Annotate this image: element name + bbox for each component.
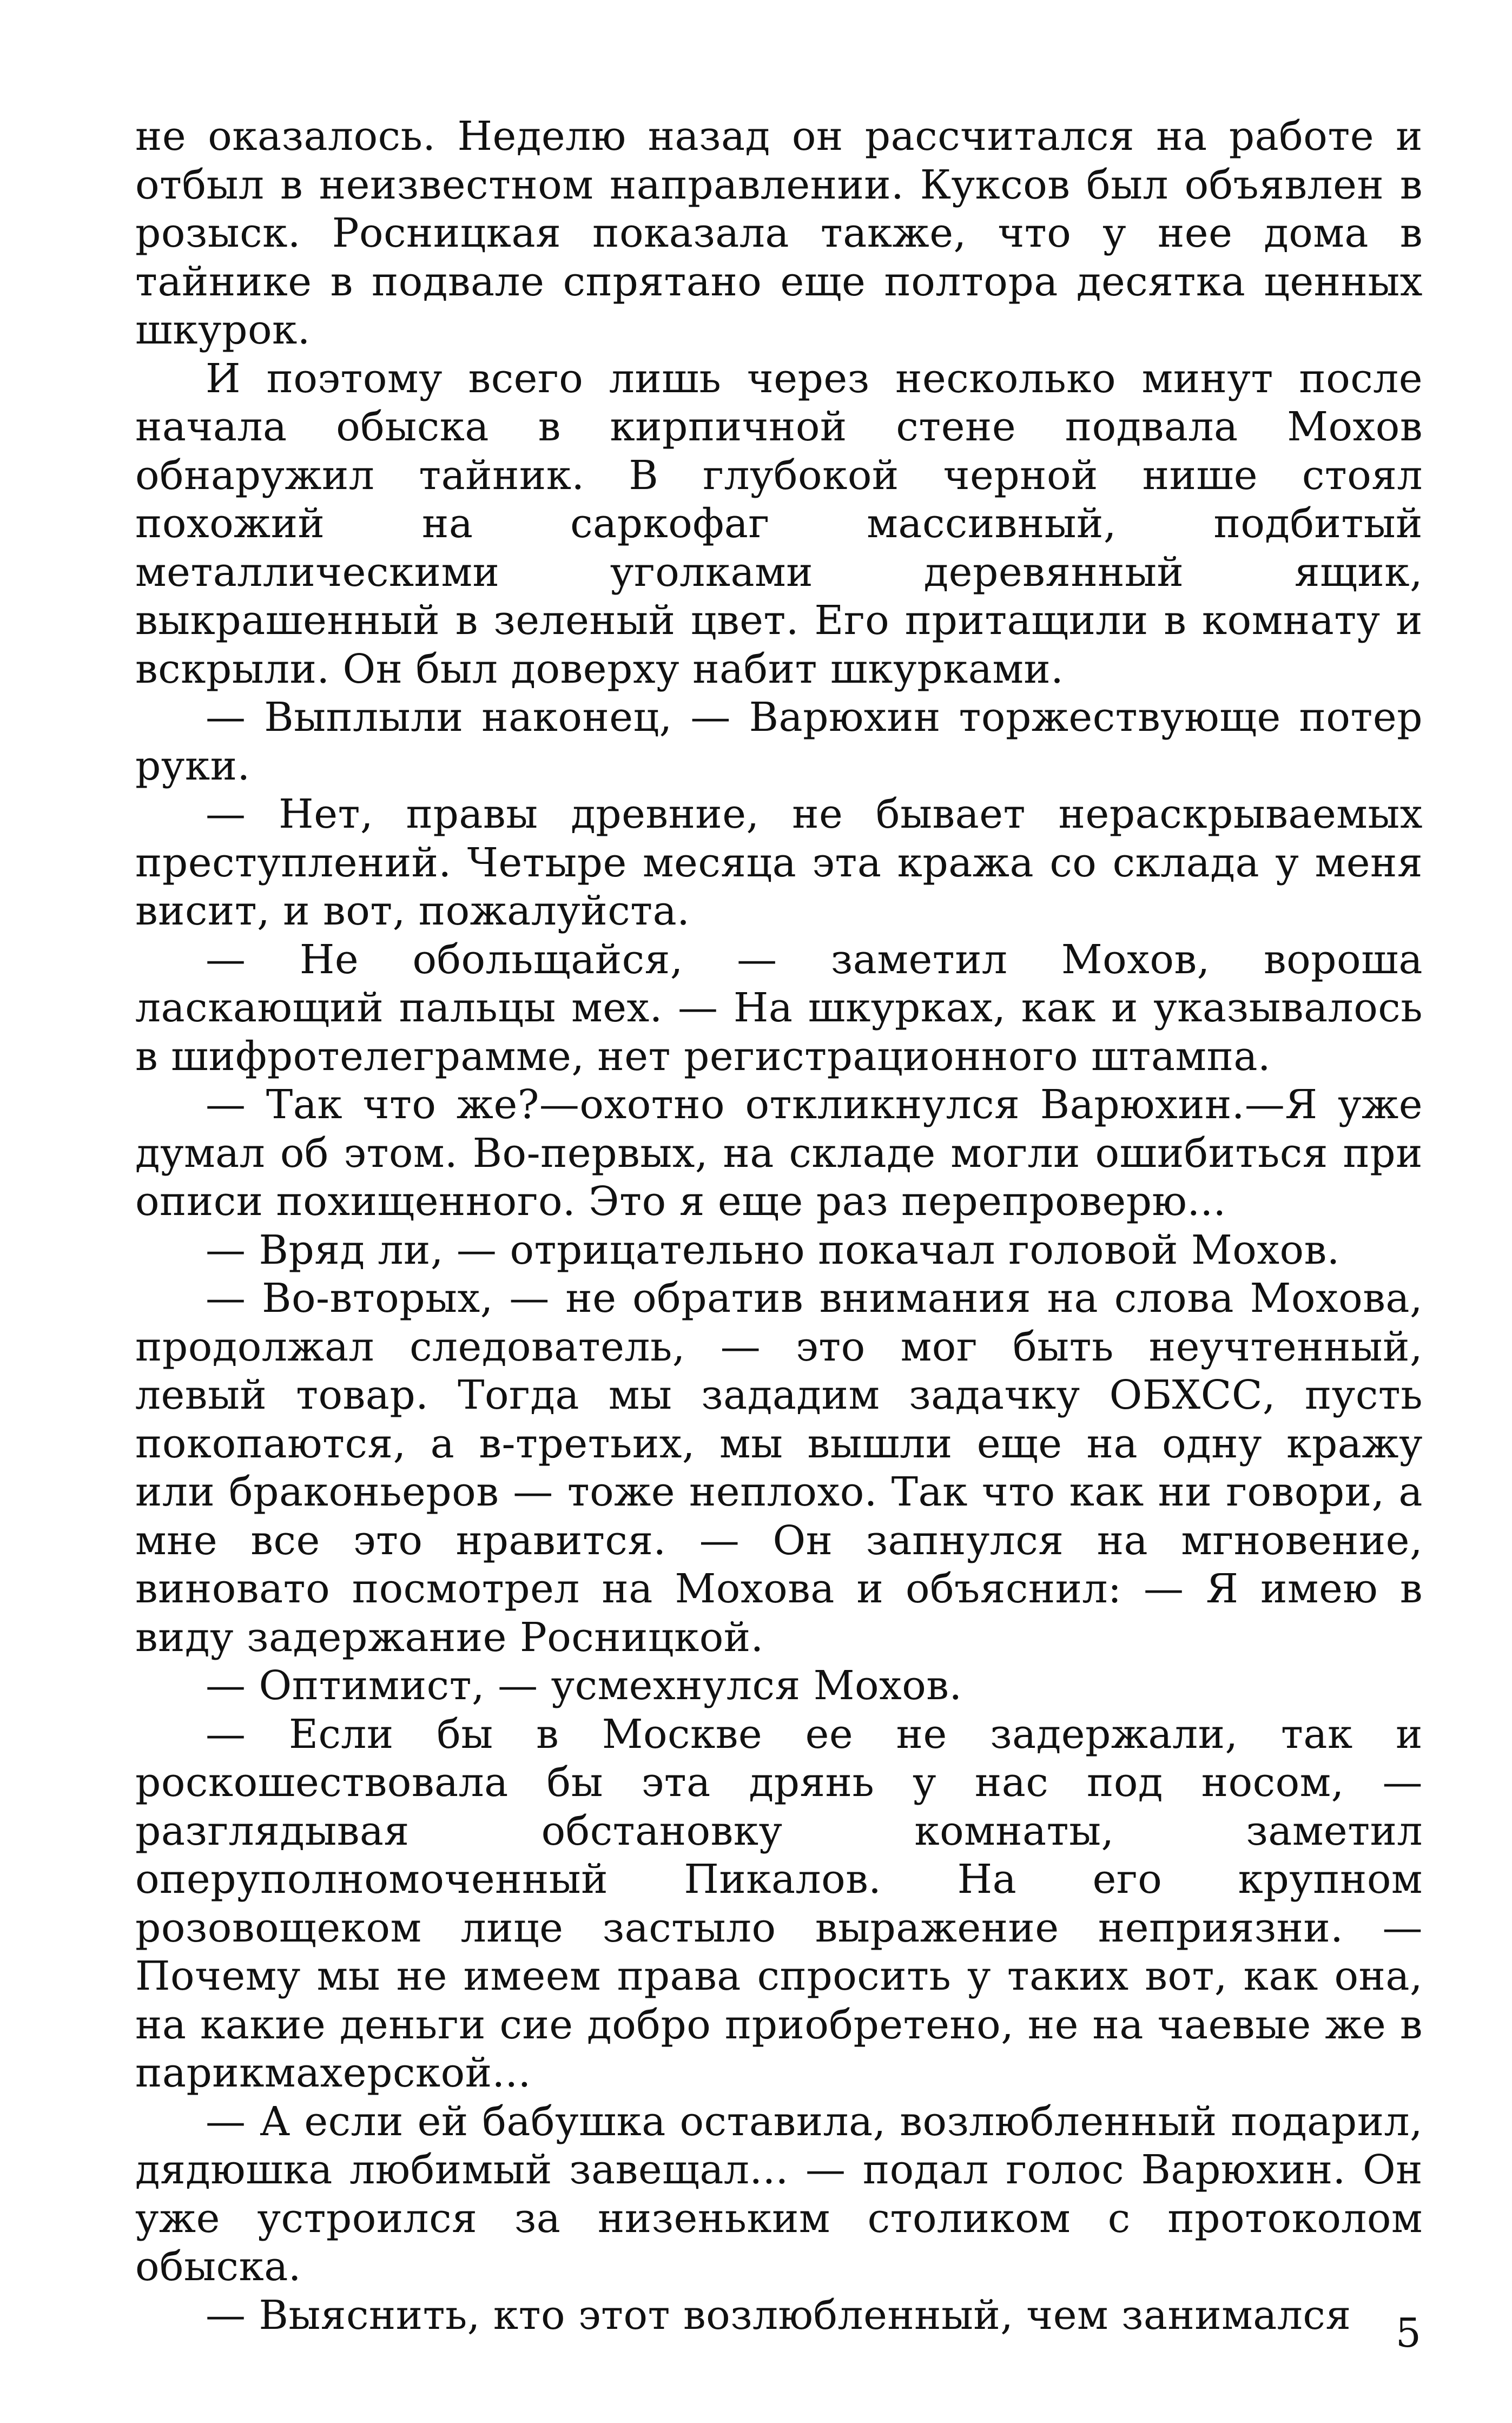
paragraph-dialogue: — Нет, правы древние, не бывает нераскрываемых преступлений. Четыре месяца эта кража со склада у меня висит, и вот, пожалуйста. — [135, 791, 1423, 934]
paragraph-dialogue: — Если бы в Москве ее не задержали, так и роскошествовала бы эта дрянь у нас под носом, — разглядывая обстановку комнаты, заметил оперуполномоченный Пикалов. На его крупном розовощеком лице застыло выражение неприязни. — Почему мы не имеем права спросить у таких вот, как она, на какие деньги сие добро приобретено, не на чаевые же в парикмахерской... — [135, 1711, 1423, 2096]
paragraph-hiding-place: И поэтому всего лишь через несколько минут после начала обыска в кирпичной стене подвала Мохов обнаружил тайник. В глубокой черной нише стоял похожий на саркофаг массивный, подбитый металлическими уголками деревянный ящик, выкрашенный в зеленый цвет. Его притащили в комнату и вскрыли. Он был доверху набит шкурками. — [135, 355, 1423, 692]
paragraph-continuation: не оказалось. Неделю назад он рассчитался на работе и отбыл в неизвестном направлении. Куксов был объявлен в розыск. Росницкая показала также, что у нее дома в тайнике в подвале спрятано еще полтора десятка ценных шкурок. — [135, 113, 1423, 353]
paragraph-dialogue: — Выплыли наконец, — Варюхин торжествующе потер руки. — [135, 694, 1423, 789]
paragraph-dialogue: — Выяснить, кто этот возлюбленный, чем занимался — [206, 2292, 1351, 2339]
page-body-text — [135, 113, 1423, 2340]
page-number: 5 — [1395, 2310, 1421, 2356]
paragraph-dialogue: — Оптимист, — усмехнулся Мохов. — [206, 1662, 962, 1709]
paragraph-dialogue: — Не обольщайся, — заметил Мохов, вороша ласкающий пальцы мех. — На шкурках, как и указывалось в шифротелеграмме, нет регистрационного штампа. — [135, 936, 1423, 1080]
paragraph-dialogue: — Вряд ли, — отрицательно покачал головой Мохов. — [206, 1226, 1340, 1273]
paragraph-dialogue: — Так что же?—охотно откликнулся Варюхин.—Я уже думал об этом. Во-первых, на складе могли ошибиться при описи похищенного. Это я еще раз перепроверю... — [135, 1081, 1423, 1225]
paragraph-dialogue: — А если ей бабушка оставила, возлюбленный подарил, дядюшка любимый завещал... — подал голос Варюхин. Он уже устроился за низеньким столиком с протоколом обыска. — [135, 2098, 1423, 2290]
paragraph-dialogue: — Во-вторых, — не обратив внимания на слова Мохова, продолжал следователь, — это мог быть неучтенный, левый товар. Тогда мы зададим задачку ОБХСС, пусть покопаются, а в-третьих, мы вышли еще на одну кражу или браконьеров — тоже неплохо. Так что как ни говори, а мне все это нравится. — Он запнулся на мгновение, виновато посмотрел на Мохова и объяснил: — Я имею в виду задержание Росницкой. — [135, 1275, 1423, 1661]
